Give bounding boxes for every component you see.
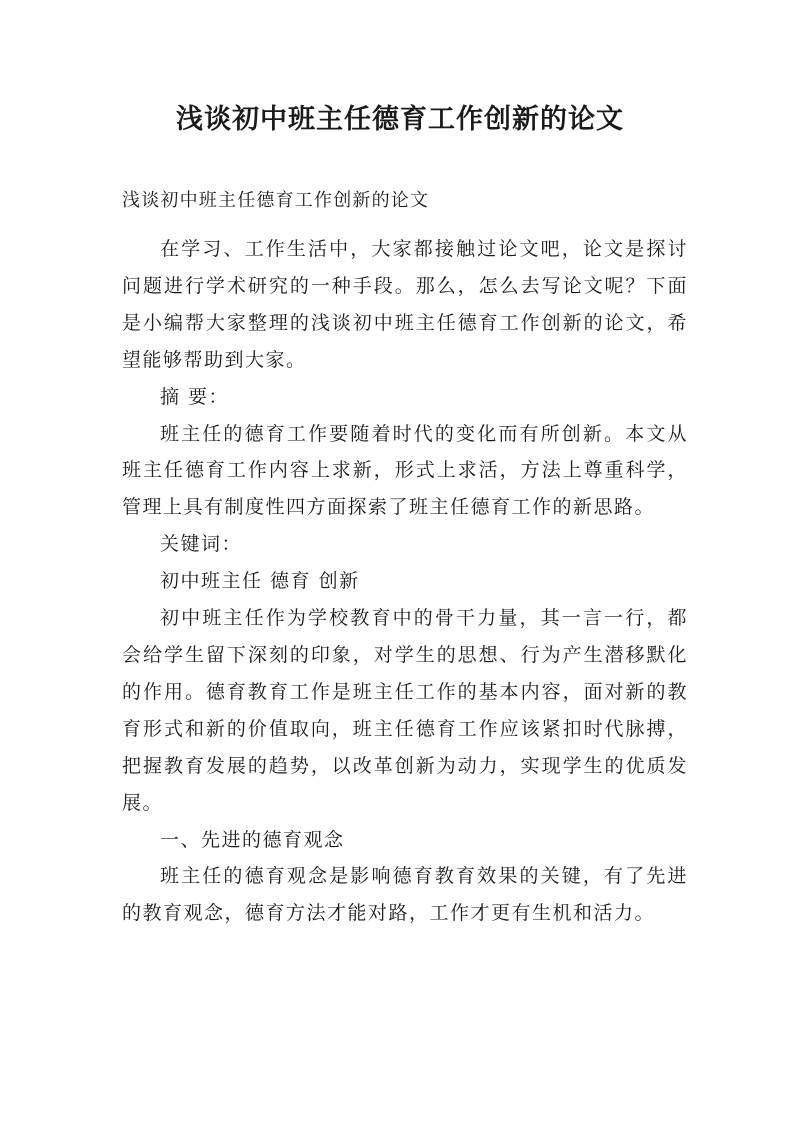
section-heading: 一、先进的德育观念 — [160, 828, 345, 851]
document-title: 浅谈初中班主任德育工作创新的论文 — [176, 104, 624, 135]
document-body — [122, 231, 688, 932]
keywords-heading: 关键词： — [160, 533, 243, 556]
document-subtitle: 浅谈初中班主任德育工作创新的论文 — [122, 190, 430, 211]
intro-paragraph: 在学习、工作生活中，大家都接触过论文吧，论文是探讨问题进行学术研究的一种手段。那么，怎么去写论文呢？下面是小编帮大家整理的浅谈初中班主任德育工作创新的论文，希望能够帮助到大家。 — [122, 238, 688, 371]
keywords-list: 初中班主任 德育 创新 — [160, 570, 360, 593]
abstract-heading: 摘 要： — [160, 385, 230, 408]
body-paragraph: 班主任的德育观念是影响德育教育效果的关键，有了先进的教育观念，德育方法才能对路，工作才更有生机和活力。 — [122, 865, 688, 925]
body-paragraph: 初中班主任作为学校教育中的骨干力量，其一言一行，都会给学生留下深刻的印象，对学生的思想、行为产生潜移默化的作用。德育教育工作是班主任工作的基本内容，面对新的教育形式和新的价值取向，班主任德育工作应该紧扣时代脉搏，把握教育发展的趋势，以改革创新为动力，实现学生的优质发展。 — [122, 607, 688, 814]
abstract-paragraph: 班主任的德育工作要随着时代的变化而有所创新。本文从班主任德育工作内容上求新，形式上求活，方法上尊重科学，管理上具有制度性四方面探索了班主任德育工作的新思路。 — [122, 422, 688, 519]
